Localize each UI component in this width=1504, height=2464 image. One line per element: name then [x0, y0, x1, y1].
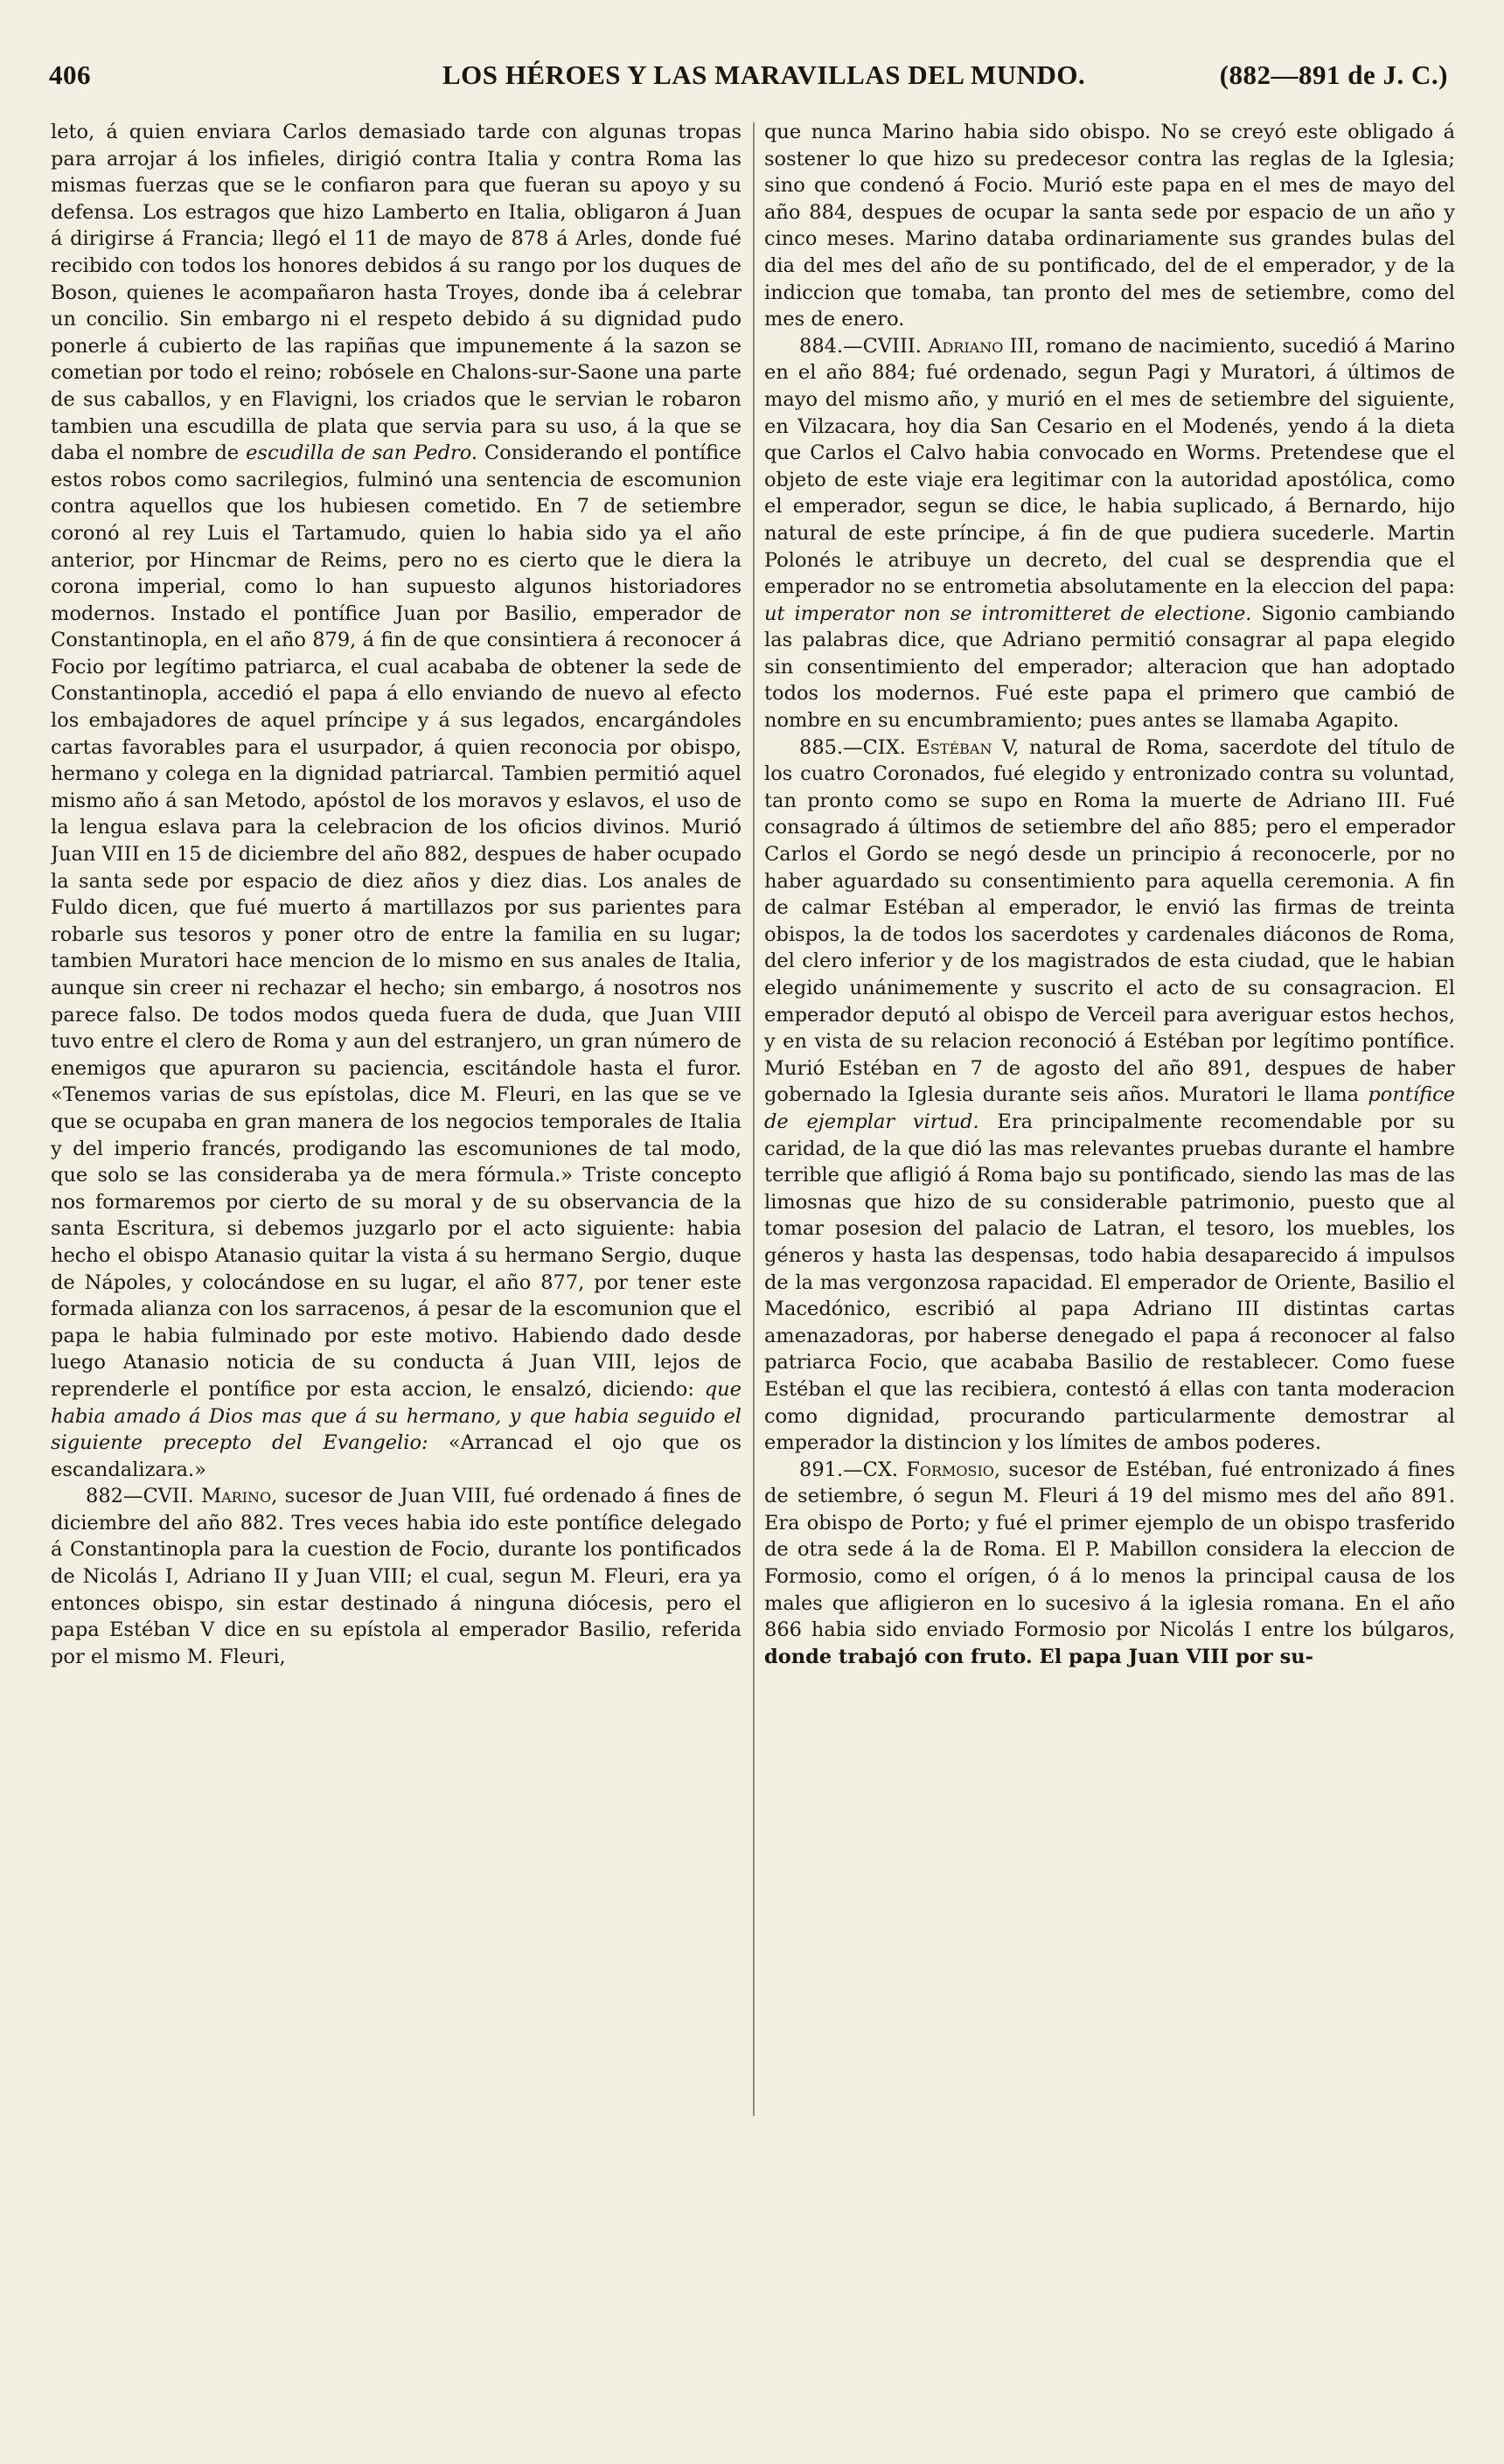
- paragraph-juan-viii: [51, 119, 742, 1483]
- right-column: [764, 119, 1455, 2252]
- italic-quote: que habia amado á Dios mas que á su hermano, y que habia seguido el siguiente precepto del Evangelio:: [51, 1377, 742, 1455]
- text-segment: romano de nacimiento, sucedió á Marino en el año 884; fué ordenado, segun Pagi y Muratori, á últimos de mayo del mismo año, y murió en el mes de setiembre del siguiente, en Vilzacara, hoy dia San Cesario en el Modenés, yendo á la dieta que Carlos el Calvo habia convocado en Worms. Pretendese que el objeto de este viaje era legitimar con la autoridad apostólica, como el emperador, segun se dice, le habia suplicado, á Bernardo, hijo natural de este príncipe, á fin de que pudiera sucederle. Martin Polonés le atribuye un decreto, del cual se desprendia que el emperador no se entrometia absolutamente en la eleccion del papa:: [764, 334, 1455, 599]
- text-segment: «Arrancad el ojo que os escandalizara.»: [51, 1431, 742, 1481]
- page-number: 406: [49, 59, 91, 90]
- bold-text: donde trabajó con fruto. El papa Juan VIII por su-: [764, 1645, 1313, 1668]
- entry-esteban-v: [764, 734, 1455, 1457]
- column-divider: [753, 122, 755, 2116]
- entry-formosio: [764, 1457, 1455, 1671]
- entry-marino: [51, 1483, 742, 1670]
- italic-quote: pontífice de ejemplar virtud.: [764, 1083, 1455, 1133]
- entry-number: 884.—CVIII.: [799, 334, 922, 358]
- paragraph-marino-cont: [764, 119, 1455, 333]
- text-segment: sucesor de Estéban, fué entronizado á fines de setiembre, ó segun M. Fleuri á 19 del mismo mes del año 891. Era obispo de Porto; y fué el primer ejemplo de un obispo trasferido de otra sede á la de Roma. El P. Mabillon considera la eleccion de Formosio, como el orígen, ó á lo menos la principal causa de los males que afligieron en lo sucesivo á la iglesia romana. En el año 866 habia sido enviado Formosio por Nicolás I entre los búlgaros,: [764, 1458, 1455, 1642]
- text-segment: sucesor de Juan VIII, fué ordenado á fines de diciembre del año 882. Tres veces habia ido este pontífice delegado á Constantinopla para la cuestion de Focio, durante los pontificados de Nicolás I, Adriano II y Juan VIII; el cual, segun M. Fleuri, era ya entonces obispo, sin estar destinado á ninguna diócesis, pero el papa Estéban V dice en su epístola al emperador Basilio, referida por el mismo M. Fleuri,: [51, 1485, 742, 1668]
- pope-name: Adriano III,: [928, 334, 1040, 358]
- text-segment: natural de Roma, sacerdote del título de los cuatro Coronados, fué elegido y entronizado contra su voluntad, tan pronto como se supo en Roma la muerte de Adriano III. Fué consagrado á últimos de setiembre del año 885; pero el emperador Carlos el Gordo se negó desde un principio á reconocerle, por no haber aguardado su consentimiento para aquella ceremonia. A fin de calmar Estéban al emperador, le envió las firmas de treinta obispos, la de todos los sacerdotes y cardenales diáconos de Roma, del clero inferior y de los magistrados de esta ciudad, que le habian elegido unánimemente y suscrito el acto de su consagracion. El emperador deputó al obispo de Verceil para averiguar estos hechos, y en vista de su relacion reconoció á Estéban por legítimo pontífice. Murió Estéban en 7 de agosto del año 891, despues de haber gobernado la Iglesia durante seis años. Muratori le llama: [764, 735, 1455, 1107]
- text-segment: Sigonio cambiando las palabras dice, que Adriano permitió consagrar al papa elegido sin consentimiento del emperador; alteracion que han adoptado todos los modernos. Fué este papa el primero que cambió de nombre en su encumbramiento; pues antes se llamaba Agapito.: [764, 602, 1455, 733]
- pope-name: Marino,: [201, 1485, 278, 1508]
- running-header: [49, 59, 1448, 112]
- text-segment: que nunca Marino habia sido obispo. No se creyó este obligado á sostener lo que hizo su predecesor contra las reglas de la Iglesia; sino que condenó á Focio. Murió este papa en el mes de mayo del año 884, despues de ocupar la santa sede por espacio de un año y cinco meses. Marino databa ordinariamente sus grandes bulas del dia del mes del año de su pontificado, del de el emperador, y de la indiccion que tomaba, tan pronto del mes de setiembre, como del mes de enero.: [764, 121, 1455, 331]
- entry-adriano-iii: [764, 333, 1455, 734]
- entry-number: 882—CVII.: [86, 1485, 194, 1508]
- text-segment: Era principalmente recomendable por su caridad, de la que dió las mas relevantes pruebas durante el hambre terrible que afligió á Roma bajo su pontificado, siendo las mas de las limosnas que hizo de su considerable patrimonio, puesto que al tomar posesion del palacio de Latran, el tesoro, los muebles, los géneros y hasta las despensas, todo habia desaparecido á impulsos de la mas vergonzosa rapacidad. El emperador de Oriente, Basilio el Macedónico, escribió al papa Adriano III distintas cartas amenazadoras, por haberse denegado el papa á reconocer al falso patriarca Focio, que acababa Basilio de restablecer. Como fuese Estéban el que las recibiera, contestó á ellas con tanta moderacion como dignidad, procurando particularmente demostrar al emperador la distincion y los límites de ambos poderes.: [764, 1110, 1455, 1455]
- book-title: LOS HÉROES Y LAS MARAVILLAS DEL MUNDO.: [442, 59, 1086, 90]
- italic-quote: ut imperator non se intromitteret de electione.: [764, 602, 1252, 625]
- left-column: [51, 119, 742, 2252]
- entry-number: 891.—CX.: [799, 1458, 898, 1481]
- pope-name: Formosio,: [906, 1458, 1001, 1481]
- pope-name: Estéban V,: [916, 735, 1020, 759]
- entry-number: 885.—CIX.: [799, 735, 906, 759]
- text-segment: Considerando el pontífice estos robos como sacrilegios, fulminó una sentencia de escomunion contra aquellos que los hubiesen cometido. En 7 de setiembre coronó al rey Luis el Tartamudo, quien lo habia sido ya el año anterior, por Hincmar de Reims, pero no es cierto que le diera la corona imperial, como lo han supuesto algunos historiadores modernos. Instado el pontífice Juan por Basilio, emperador de Constantinopla, en el año 879, á fin de que consintiera á reconocer á Focio por legítimo patriarca, el cual acababa de obtener la sede de Constantinopla, accedió el papa á ello enviando de nuevo al efecto los embajadores de aquel príncipe y á sus legados, encargándoles cartas favorables para el usurpador, á quien reconocia por obispo, hermano y colega en la dignidad patriarcal. Tambien permitió aquel mismo año á san Metodo, apóstol de los moravos y eslavos, el uso de la lengua eslava para la celebracion de los oficios divinos. Murió Juan VIII en 15 de diciembre del año 882, despues de haber ocupado la santa sede por espacio de diez años y diez dias. Los anales de Fuldo dicen, que fué muerto á martillazos por sus parientes para robarle sus tesoros y poner otro de entre la familia en su lugar; tambien Muratori hace mencion de lo mismo en sus anales de Italia, aunque sin creer ni rechazar el hecho; sin embargo, á nosotros nos parece falso. De todos modos queda fuera de duda, que Juan VIII tuvo entre el clero de Roma y aun del estranjero, un gran número de enemigos que apuraron su paciencia, escitándole hasta el furor. «Tenemos varias de sus epístolas, dice M. Fleuri, en las que se ve que se ocupaba en gran manera de los negocios temporales de Italia y del imperio francés, prodigando las escomuniones de tal modo, que solo se las consideraba ya de mera fórmula.» Triste concepto nos formaremos por cierto de su moral y de su observancia de la santa Escritura, si debemos juzgarlo por el acto siguiente: habia hecho el obispo Atanasio quitar la vista á su hermano Sergio, duque de Nápoles, y colocándose en su lugar, el año 877, por tener este formada alianza con los sarracenos, á pesar de la escomunion que el papa le habia fulminado por este motivo. Habiendo dado desde luego Atanasio noticia de su conducta á Juan VIII, lejos de reprenderle el pontífice por esta accion, le ensalzó, diciendo:: [51, 442, 742, 1401]
- date-range: (882—891 de J. C.): [1219, 59, 1448, 90]
- italic-quote: escudilla de san Pedro.: [246, 442, 478, 465]
- text-segment: leto, á quien enviara Carlos demasiado tarde con algunas tropas para arrojar á los infieles, dirigió contra Italia y contra Roma las mismas fuerzas que se le confiaron para que fueran su apoyo y su defensa. Los estragos que hizo Lamberto en Italia, obligaron á Juan á dirigirse á Francia; llegó el 11 de mayo de 878 á Arles, donde fué recibido con todos los honores debidos á su rango por los duques de Boson, quienes le acompañaron hasta Troyes, donde iba á celebrar un concilio. Sin embargo ni el respeto debido á su dignidad pudo ponerle á cubierto de las rapiñas que impunemente á la sazon se cometian por todo el reino; robósele en Chalons-sur-Saone una parte de sus caballos, y en Flavigni, los criados que le servian le robaron tambien una escudilla de plata que servia para su uso, á la que se daba el nombre de: [51, 121, 742, 465]
